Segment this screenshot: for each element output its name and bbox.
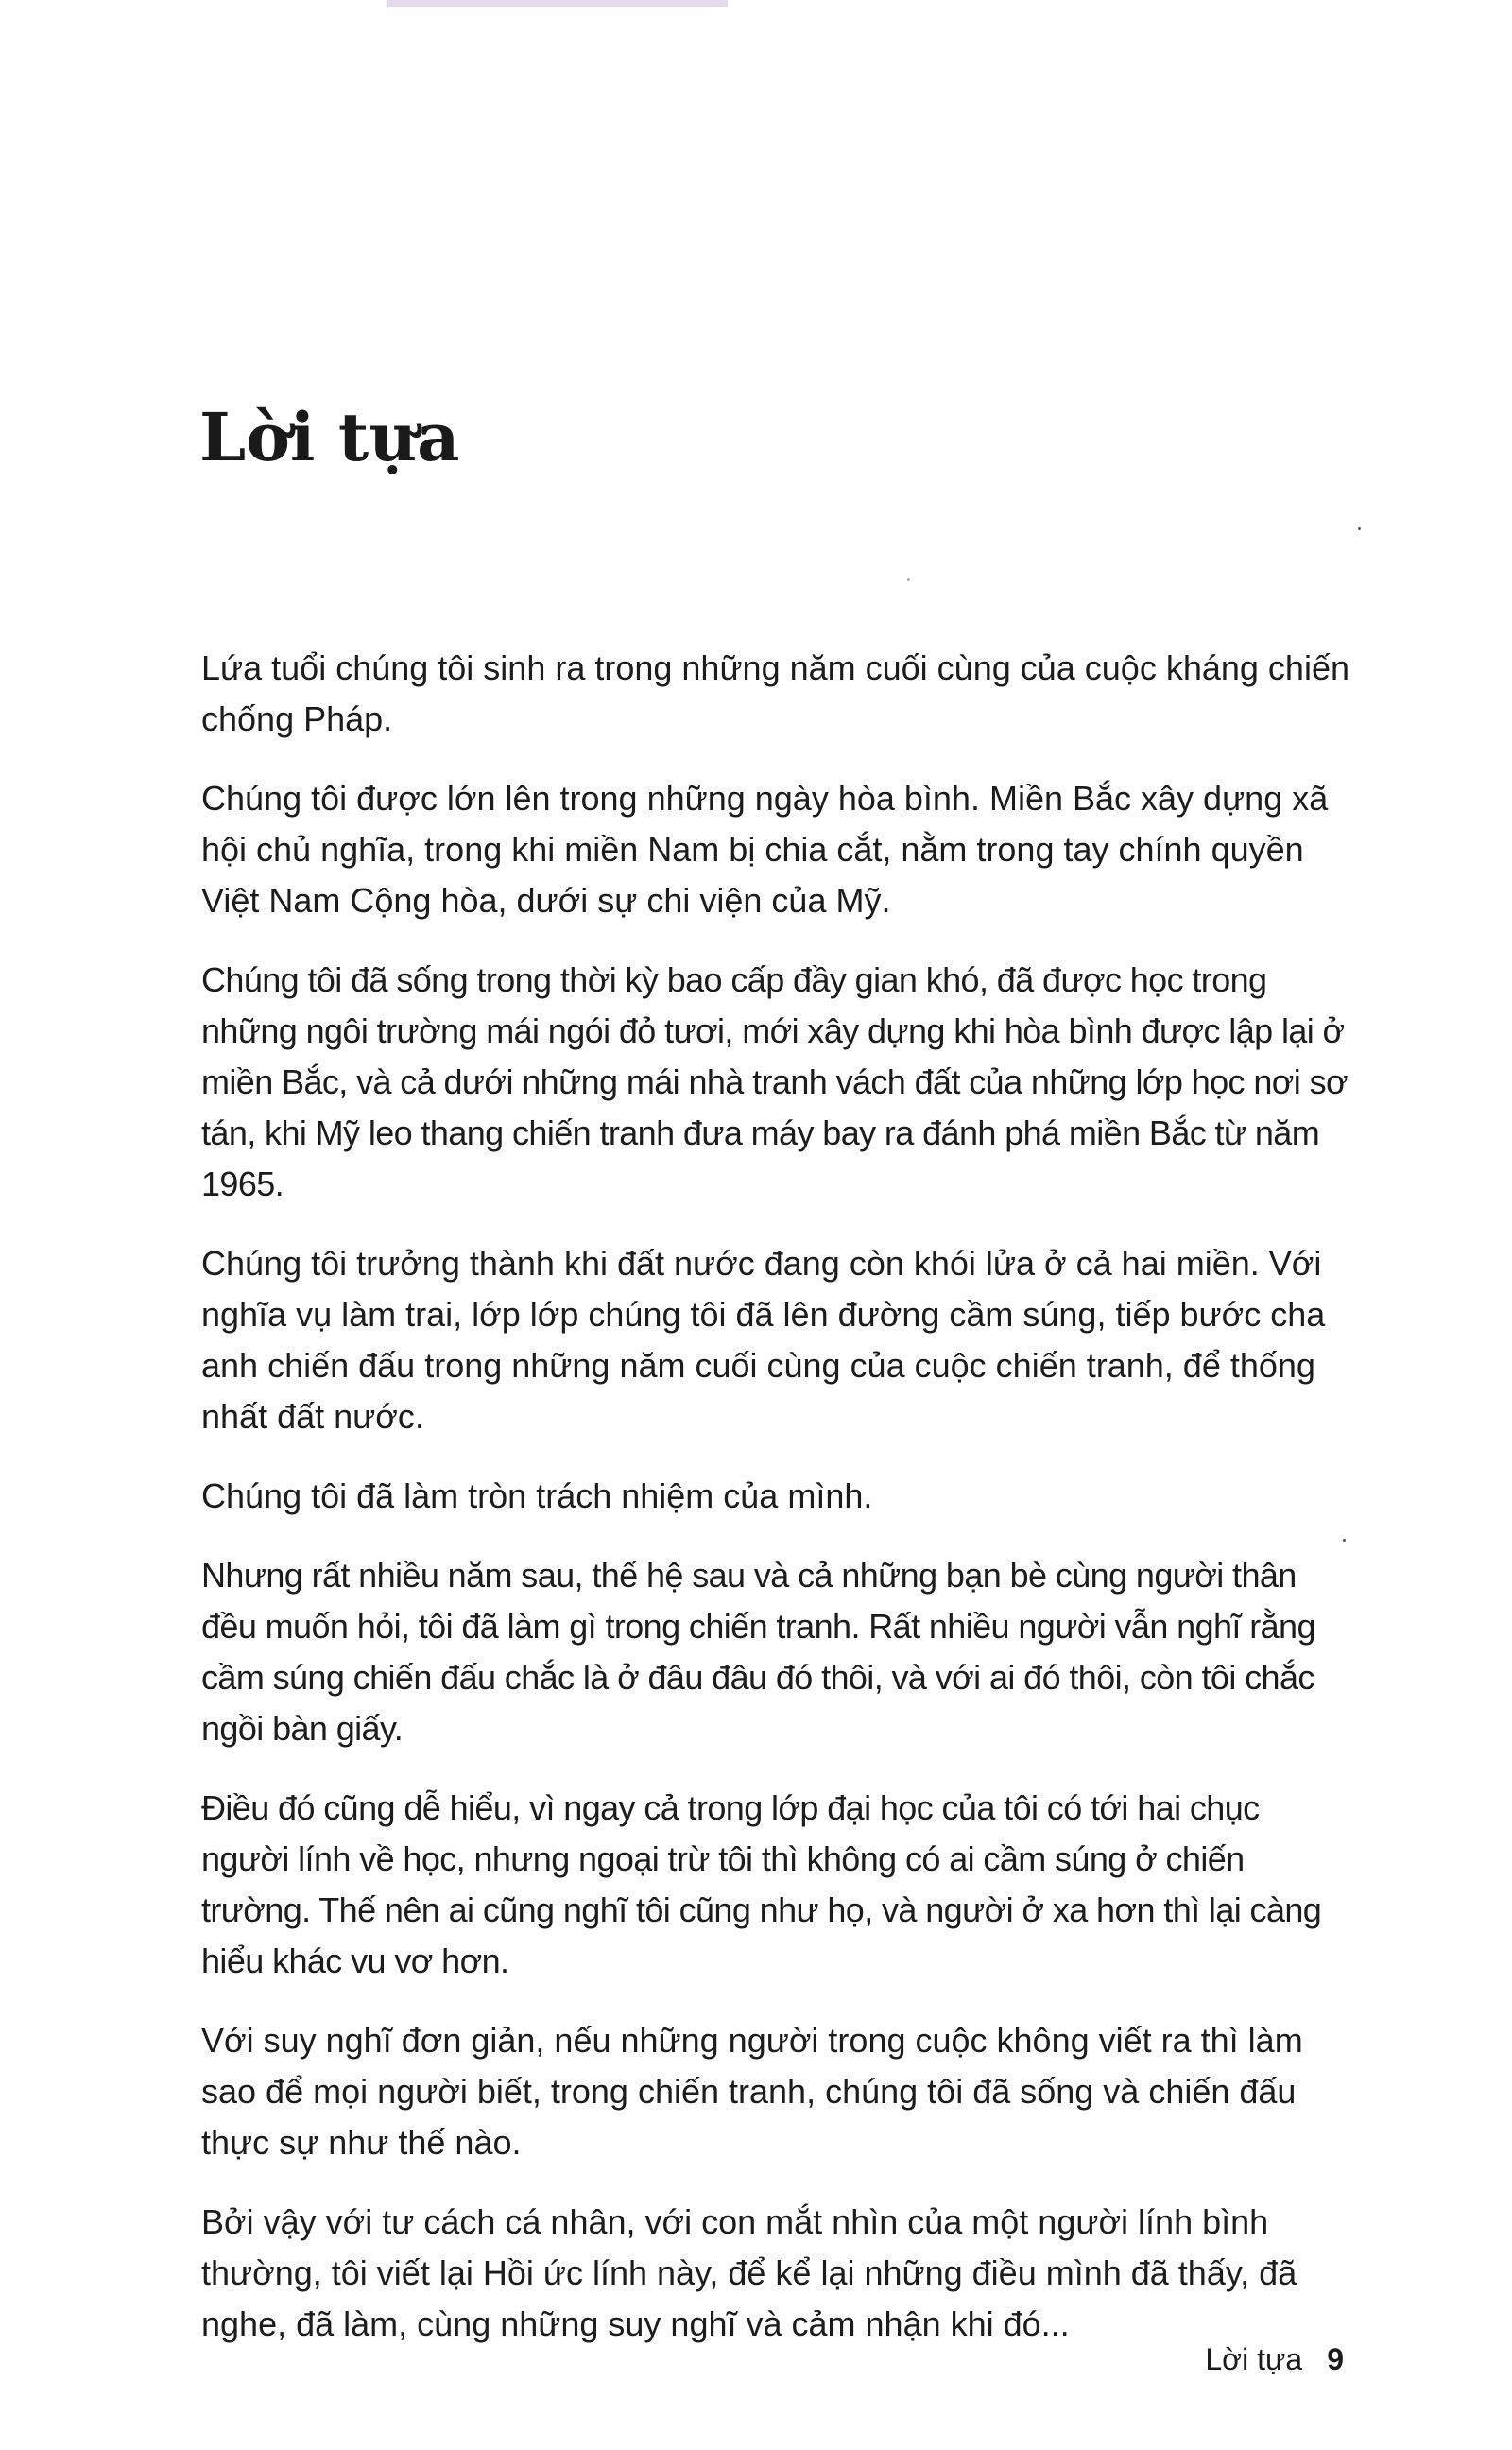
paragraph-5: Chúng tôi đã làm tròn trách nhiệm của mình. [201, 1476, 873, 1515]
page-footer [1205, 2340, 1344, 2378]
print-speck [1358, 527, 1361, 530]
paragraph-9: Bởi vậy với tư cách cá nhân, với con mắt nhìn của một người lính bình thường, tôi viết lại Hồi ức lính này, để kể lại những điều mình đã thấy, đã nghe, đã làm, cùng những suy nghĩ và cảm nhận khi đó... [201, 2202, 1297, 2343]
body-text [201, 643, 1354, 2378]
paragraph-6: Nhưng rất nhiều năm sau, thế hệ sau và cả những bạn bè cùng người thân đều muốn hỏi, tôi đã làm gì trong chiến tranh. Rất nhiều người vẫn nghĩ rằng cầm súng chiến đấu chắc là ở đâu đâu đó thôi, và với ai đó thôi, còn tôi chắc ngồi bàn giấy. [201, 1556, 1315, 1748]
paragraph-8: Với suy nghĩ đơn giản, nếu những người trong cuộc không viết ra thì làm sao để mọi người biết, trong chiến tranh, chúng tôi đã sống và chiến đấu thực sự như thế nào. [201, 2021, 1303, 2162]
page-number: 9 [1327, 2342, 1344, 2376]
paragraph-3: Chúng tôi đã sống trong thời kỳ bao cấp đầy gian khó, đã được học trong những ngôi trường mái ngói đỏ tươi, mới xây dựng khi hòa bình được lập lại ở miền Bắc, và cả dưới những mái nhà tranh vách đất của những lớp học nơi sơ tán, khi Mỹ leo thang chiến tranh đưa máy bay ra đánh phá miền Bắc từ năm 1965. [201, 960, 1348, 1203]
running-title: Lời tựa [1205, 2342, 1303, 2376]
print-speck [907, 578, 910, 581]
paragraph-7: Điều đó cũng dễ hiểu, vì ngay cả trong lớp đại học của tôi có tới hai chục người lính về học, nhưng ngoại trừ tôi thì không có ai cầm súng ở chiến trường. Thế nên ai cũng nghĩ tôi cũng như họ, và người ở xa hơn thì lại càng hiểu khác vu vơ hơn. [201, 1788, 1322, 1980]
paragraph-4: Chúng tôi trưởng thành khi đất nước đang còn khói lửa ở cả hai miền. Với nghĩa vụ làm trai, lớp lớp chúng tôi đã lên đường cầm súng, tiếp bước cha anh chiến đấu trong những năm cuối cùng của cuộc chiến tranh, để thống nhất đất nước. [201, 1244, 1326, 1436]
paragraph-1: Lứa tuổi chúng tôi sinh ra trong những năm cuối cùng của cuộc kháng chiến chống Pháp. [201, 648, 1349, 738]
print-speck [1343, 1539, 1346, 1542]
page-title: Lời tựa [199, 398, 460, 476]
top-edge-tint [387, 0, 728, 7]
paragraph-2: Chúng tôi được lớn lên trong những ngày hòa bình. Miền Bắc xây dựng xã hội chủ nghĩa, trong khi miền Nam bị chia cắt, nằm trong tay chính quyền Việt Nam Cộng hòa, dưới sự chi viện của Mỹ. [201, 779, 1329, 920]
